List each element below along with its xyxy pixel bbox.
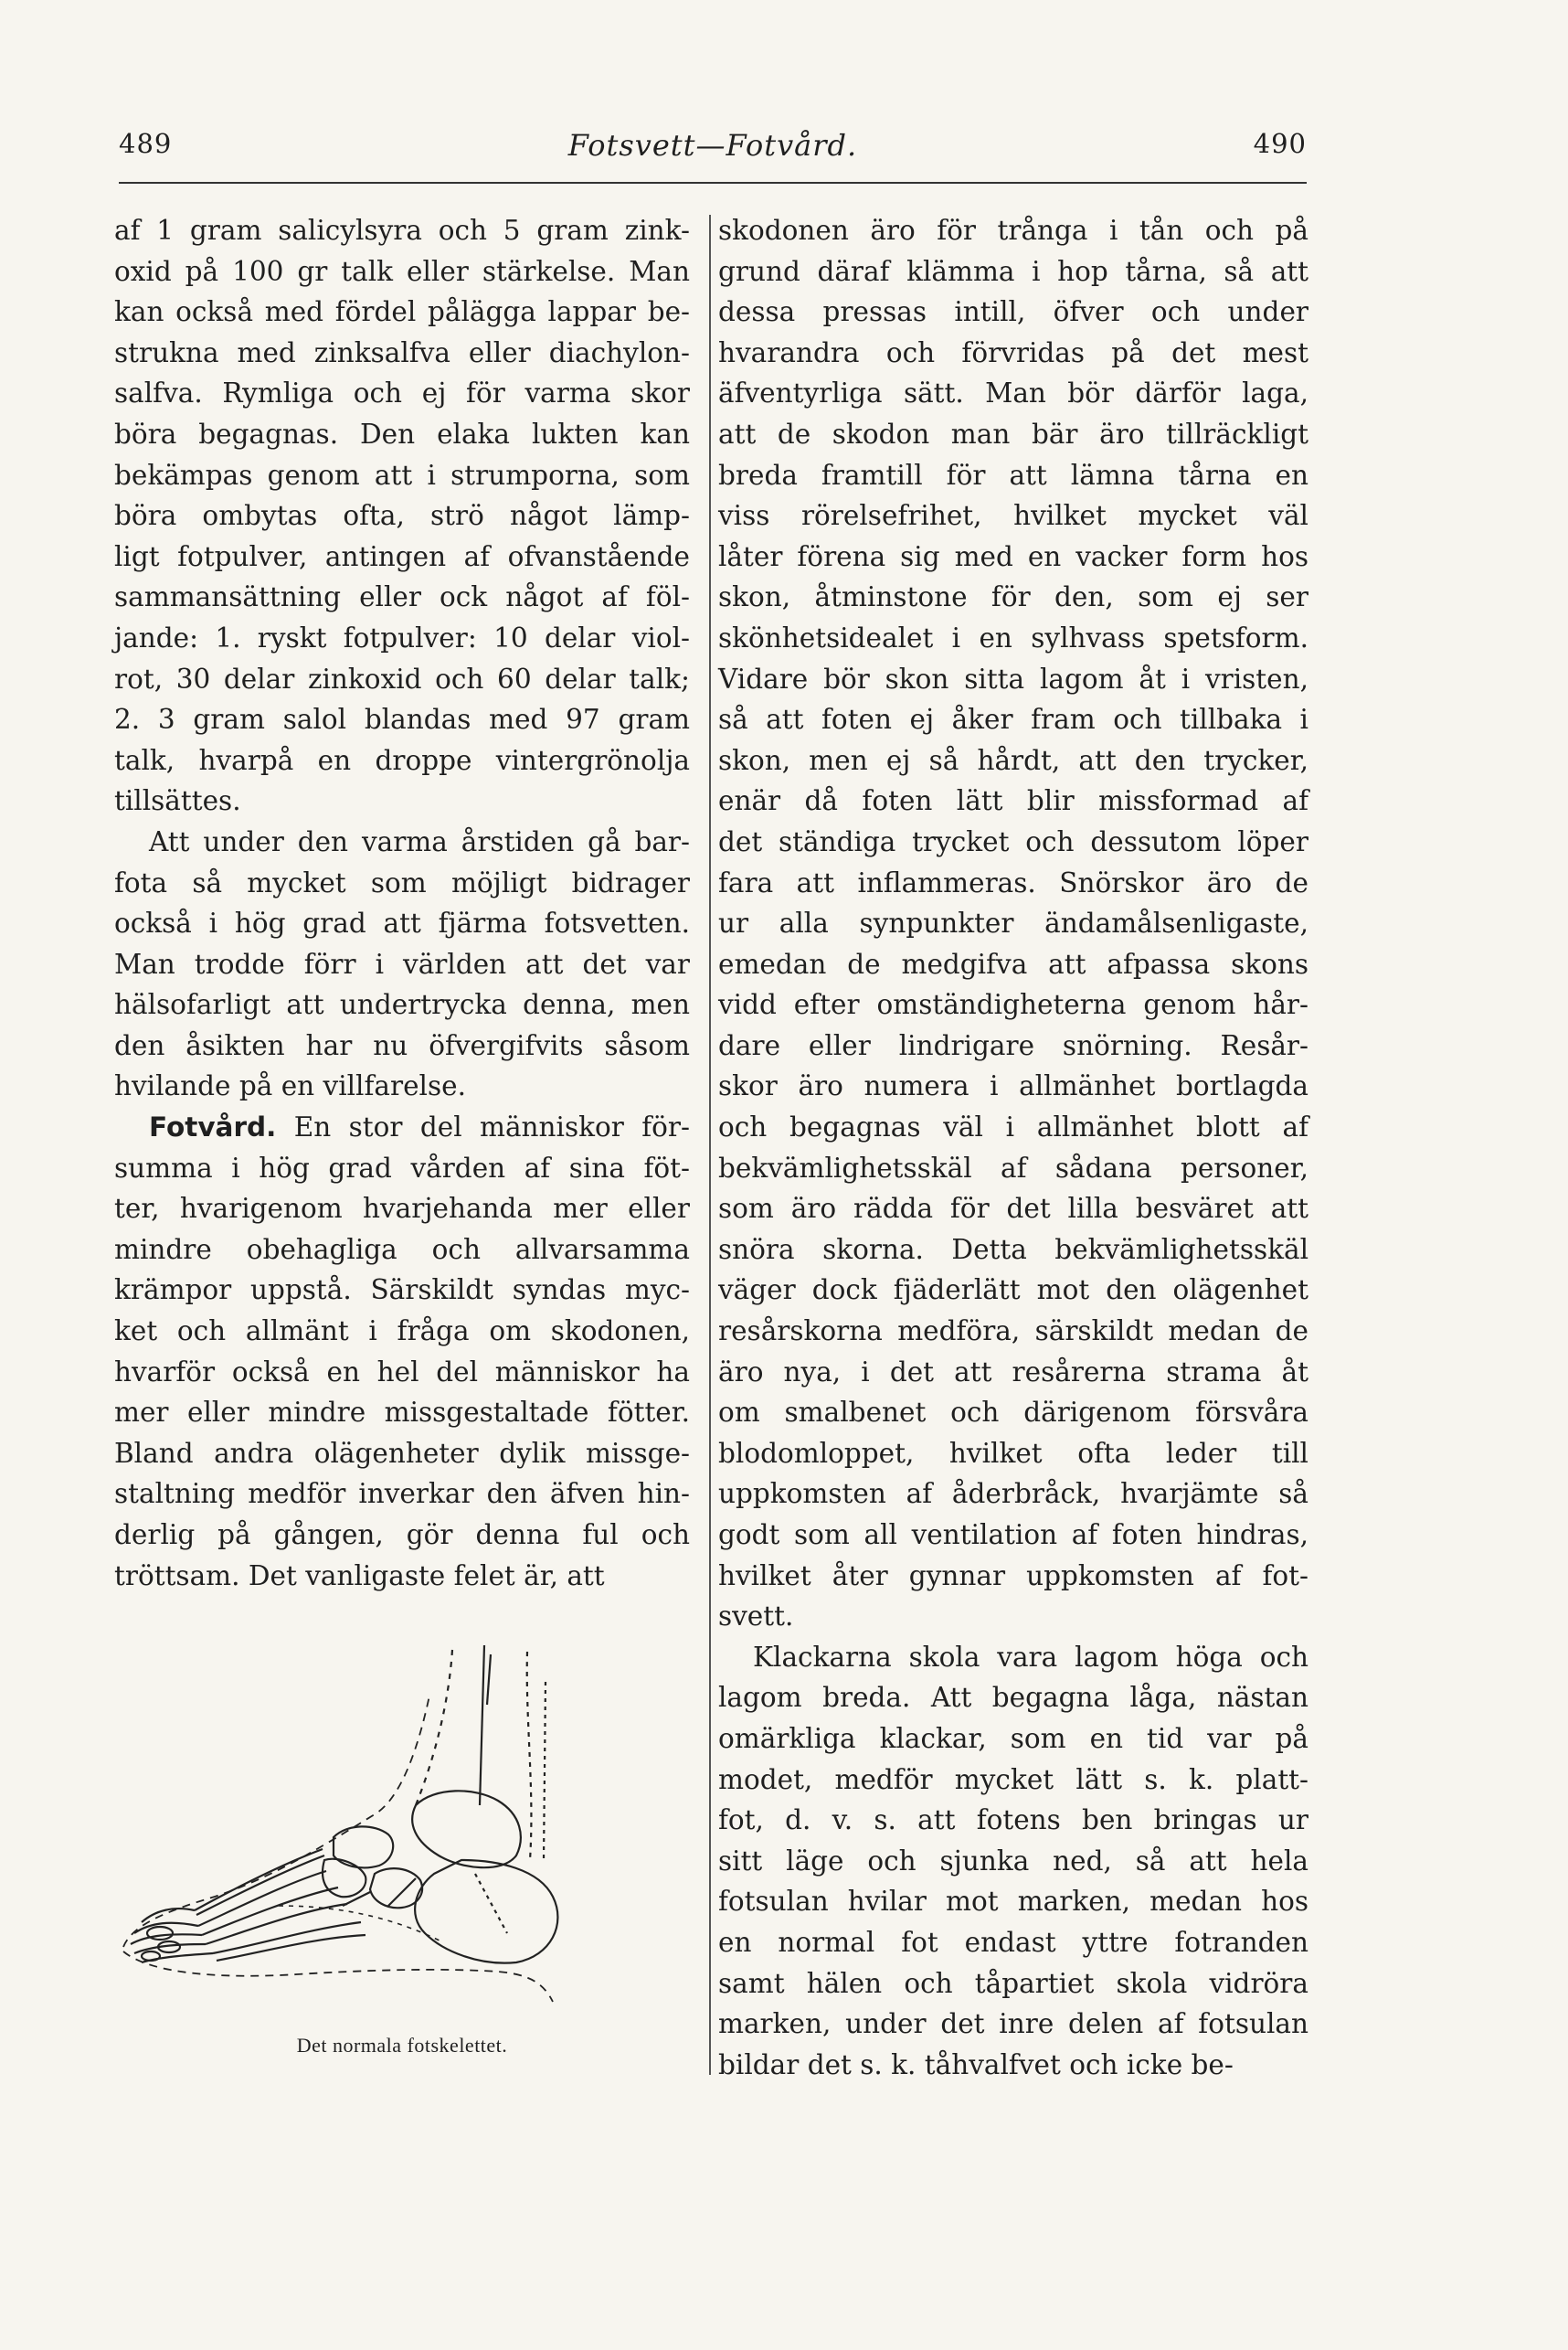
text-line: samt hälen och tåpartiet skola vidröra <box>718 1967 1308 1999</box>
text-line: böra begagnas. Den elaka lukten kan <box>114 418 690 450</box>
text-line: talk, hvarpå en droppe vintergrönolja <box>114 744 690 776</box>
text-line: låter förena sig med en vacker form hos <box>718 540 1308 572</box>
column-divider <box>709 215 711 2075</box>
text-line: mindre obehagliga och allvarsamma <box>114 1233 690 1265</box>
text-line: modet, medför mycket lätt s. k. platt- <box>718 1763 1308 1795</box>
text-line: strukna med zinksalfva eller diachylon- <box>114 336 690 368</box>
text-line: också i hög grad att fjärma fotsvetten. <box>114 908 690 940</box>
text-line: skon, men ej så hårdt, att den trycker, <box>718 744 1308 776</box>
text-line: om smalbenet och därigenom försvåra <box>718 1397 1308 1429</box>
text-line: ligt fotpulver, antingen af ofvanstående <box>114 540 690 572</box>
text-line: 2. 3 gram salol blandas med 97 gram <box>114 704 690 736</box>
text-line: vidd efter omständigheterna genom hår- <box>718 989 1308 1021</box>
text-line: fota så mycket som möjligt bidrager <box>114 867 690 899</box>
text-line: salfva. Rymliga och ej för varma skor <box>114 377 690 409</box>
text-line: blodomloppet, hvilket ofta leder till <box>718 1437 1308 1469</box>
text-line: skodonen äro för trånga i tån och på <box>718 215 1308 246</box>
paragraph-fotsvett-remedies <box>114 210 690 822</box>
text-line: fot, d. v. s. att fotens ben bringas ur <box>718 1804 1308 1836</box>
text-line: emedan de medgifva att afpassa skons <box>718 948 1308 980</box>
text-line: det ständiga trycket och dessutom löper <box>718 825 1308 857</box>
text-line: oxid på 100 gr talk eller stärkelse. Man <box>114 255 690 287</box>
running-header <box>119 128 1307 174</box>
text-line: ket och allmänt i fråga om skodonen, <box>114 1315 690 1347</box>
text-line: breda framtill för att lämna tårna en <box>718 459 1308 491</box>
text-line: summa i hög grad vården af sina föt- <box>114 1152 690 1184</box>
text-line: enär då foten lätt blir missformad af <box>718 785 1308 817</box>
text-line: hälsofarligt att undertrycka denna, men <box>114 989 690 1021</box>
text-line: jande: 1. ryskt fotpulver: 10 delar viol- <box>114 622 690 654</box>
text-line: ur alla synpunkter ändamålsenligaste, <box>718 908 1308 940</box>
text-line: lagom breda. Att begagna låga, nästan <box>718 1682 1308 1714</box>
right-column <box>718 210 1308 2085</box>
text-line: marken, under det inre delen af fotsulan <box>718 2008 1308 2040</box>
text-line: som äro rädda för det lilla besväret att <box>718 1193 1308 1225</box>
foot-skeleton-illustration <box>114 1632 690 2025</box>
text-line: fara att inflammeras. Snörskor äro de <box>718 867 1308 899</box>
left-column <box>114 210 690 1596</box>
text-line: grund däraf klämma i hop tårna, så att <box>718 255 1308 287</box>
text-line: hvilande på en villfarelse. <box>114 1070 466 1102</box>
text-line: äfventyrliga sätt. Man bör därför laga, <box>718 377 1308 409</box>
text-line: derlig på gången, gör denna ful och <box>114 1519 690 1550</box>
text-line: rot, 30 delar zinkoxid och 60 delar talk; <box>114 663 690 695</box>
text-line: Att under den varma årstiden gå bar- <box>149 825 690 857</box>
text-line: och begagnas väl i allmänhet blott af <box>718 1111 1308 1143</box>
text-line: sammansättning eller ock något af föl- <box>114 581 690 613</box>
text-line: Fotvård. En stor del människor för- <box>149 1111 690 1143</box>
foot-skeleton-figure <box>114 1632 690 2061</box>
text-line: äro nya, i det att resårerna strama åt <box>718 1356 1308 1388</box>
figure-caption: Det normala fotskelettet. <box>296 2034 508 2057</box>
text-line: dessa pressas intill, öfver och under <box>718 296 1308 328</box>
text-line: staltning medför inverkar den äfven hin- <box>114 1478 690 1510</box>
text-line: Man trodde förr i världen att det var <box>114 948 690 980</box>
text-line: den åsikten har nu öfvergifvits såsom <box>114 1029 690 1061</box>
text-line: mer eller mindre missgestaltade fötter. <box>114 1397 690 1429</box>
text-line: Klackarna skola vara lagom höga och <box>753 1641 1308 1673</box>
text-line: tröttsam. Det vanligaste felet är, att <box>114 1559 605 1591</box>
section-heading: Fotvård. <box>149 1111 277 1143</box>
text-line: Bland andra olägenheter dylik missge- <box>114 1437 690 1469</box>
text-line: väger dock fjäderlätt mot den olägenhet <box>718 1274 1308 1306</box>
paragraph-fotvard <box>114 1107 690 1596</box>
text-line: skor äro numera i allmänhet bortlagda <box>718 1070 1308 1102</box>
text-line: fotsulan hvilar mot marken, medan hos <box>718 1886 1308 1918</box>
text-line: hvilket åter gynnar uppkomsten af fot- <box>718 1559 1308 1591</box>
text-line: bekämpas genom att i strumporna, som <box>114 459 690 491</box>
text-line: svett. <box>718 1600 794 1632</box>
text-line: Vidare bör skon sitta lagom åt i vristen, <box>718 663 1308 695</box>
running-title: Fotsvett—Fotvård. <box>567 128 858 163</box>
text-line: snöra skorna. Detta bekvämlighetsskäl <box>718 1233 1308 1265</box>
text-line: bildar det s. k. tåhvalfvet och icke be- <box>718 2048 1234 2080</box>
text-line: godt som all ventilation af foten hindras, <box>718 1519 1308 1550</box>
text-line: resårskorna medföra, särskildt medan de <box>718 1315 1308 1347</box>
left-page-number: 489 <box>119 128 173 159</box>
text-line: så att foten ej åker fram och tillbaka i <box>718 704 1308 736</box>
text-line: kan också med fördel pålägga lappar be- <box>114 296 690 328</box>
text-line: uppkomsten af åderbråck, hvarjämte så <box>718 1478 1308 1510</box>
text-line: dare eller lindrigare snörning. Resår- <box>718 1029 1308 1061</box>
text-line: att de skodon man bär äro tillräckligt <box>718 418 1308 450</box>
paragraph-shoe-fit <box>718 210 1308 1637</box>
text-line: bekvämlighetsskäl af sådana personer, <box>718 1152 1308 1184</box>
text-line: ter, hvarigenom hvarjehanda mer eller <box>114 1193 690 1225</box>
text-line: skönhetsidealet i en sylhvass spetsform. <box>718 622 1308 654</box>
text-line: skon, åtminstone för den, som ej ser <box>718 581 1308 613</box>
text-line: omärkliga klackar, som en tid var på <box>718 1722 1308 1754</box>
paragraph-barefoot <box>114 822 690 1107</box>
text-line: en normal fot endast yttre fotranden <box>718 1926 1308 1958</box>
text-line: sitt läge och sjunka ned, så att hela <box>718 1845 1308 1877</box>
text-line: viss rörelsefrihet, hvilket mycket väl <box>718 500 1308 532</box>
right-page-number: 490 <box>1253 128 1307 159</box>
text-line: hvarför också en hel del människor ha <box>114 1356 690 1388</box>
text-line: af 1 gram salicylsyra och 5 gram zink- <box>114 215 690 246</box>
text-line: hvarandra och förvridas på det mest <box>718 336 1308 368</box>
text-line: krämpor uppstå. Särskildt syndas myc- <box>114 1274 690 1306</box>
paragraph-heels <box>718 1637 1308 2086</box>
header-rule <box>119 182 1307 184</box>
text-line: tillsättes. <box>114 785 241 817</box>
text-line: böra ombytas ofta, strö något lämp- <box>114 500 690 532</box>
